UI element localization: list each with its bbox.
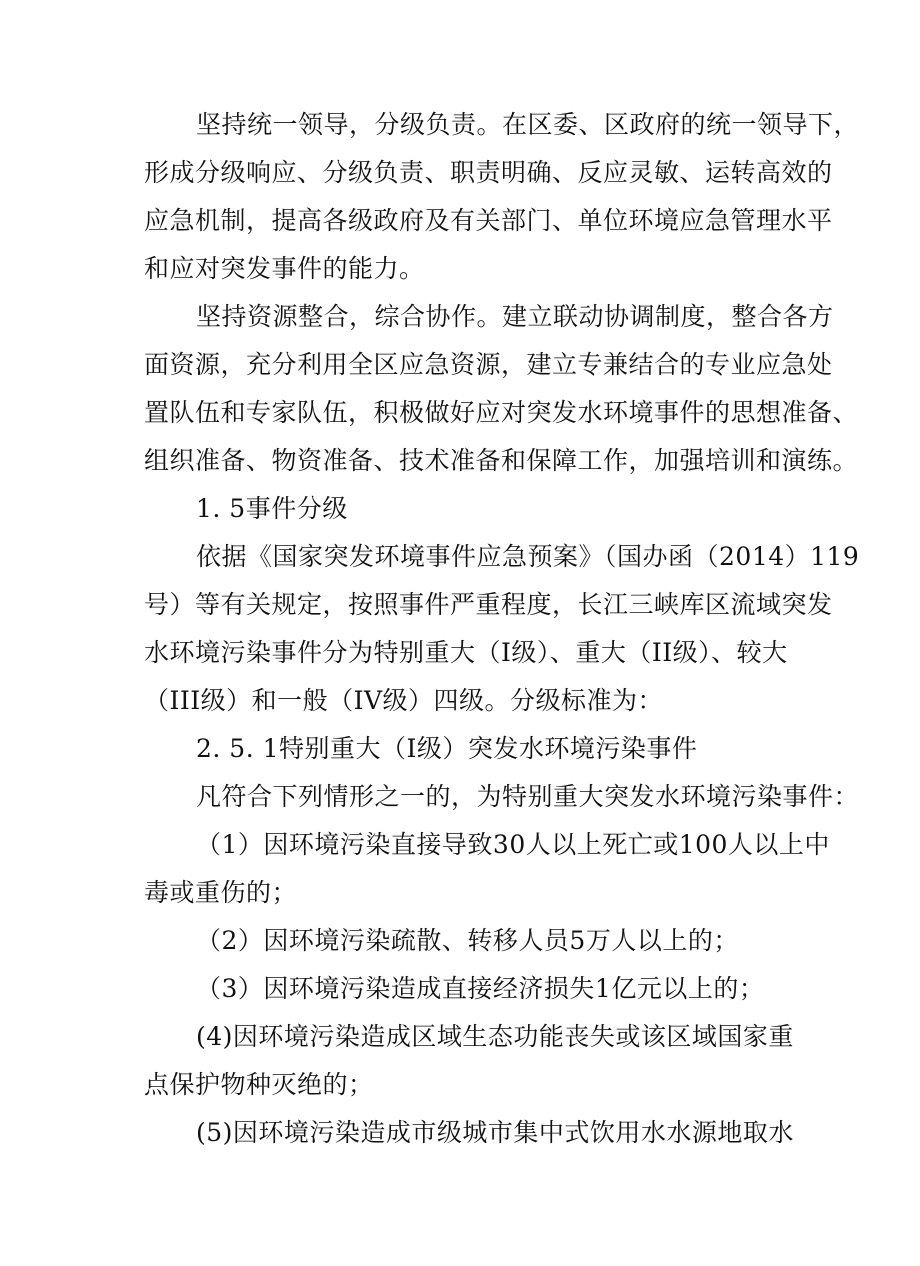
paragraph-2-line-2: 面资源，充分利用全区应急资源，建立专兼结合的专业应急处 (144, 350, 833, 379)
paragraph-1-line-4: 和应对突发事件的能力。 (144, 254, 425, 283)
paragraph-1-line-3: 应急机制，提高各级政府及有关部门、单位环境应急管理水平 (144, 206, 833, 235)
criteria-item-4-line-2: 点保护物种灭绝的； (144, 1070, 374, 1099)
criteria-intro: 凡符合下列情形之一的，为特别重大突发水环境污染事件： (196, 782, 860, 811)
paragraph-1-line-1: 坚持统一领导，分级负责。在区委、区政府的统一领导下， (196, 110, 860, 139)
paragraph-1-line-2: 形成分级响应、分级负责、职责明确、反应灵敏、运转高效的 (144, 158, 833, 187)
criteria-item-1-line-1: （1）因环境污染直接导致30人以上死亡或100人以上中 (196, 830, 830, 859)
paragraph-3-line-1: 依据《国家突发环境事件应急预案》（国办函（2014）119 (196, 542, 860, 571)
paragraph-3-line-4: （III级）和一般（IV级）四级。分级标准为： (144, 686, 664, 715)
subsection-heading: 2. 5. 1特别重大（I级）突发水环境污染事件 (196, 734, 698, 763)
paragraph-2-line-4: 组织准备、物资准备、技术准备和保障工作，加强培训和演练。 (144, 446, 859, 475)
section-heading: 1. 5事件分级 (196, 494, 348, 523)
paragraph-2-line-1: 坚持资源整合，综合协作。建立联动协调制度，整合各方 (196, 302, 834, 331)
paragraph-3-line-2: 号）等有关规定，按照事件严重程度，长江三峡库区流域突发 (144, 590, 833, 619)
paragraph-2-line-3: 置队伍和专家队伍，积极做好应对突发水环境事件的思想准备、 (144, 398, 859, 427)
criteria-item-2: （2）因环境污染疏散、转移人员5万人以上的； (196, 926, 739, 955)
criteria-item-3: （3）因环境污染造成直接经济损失1亿元以上的； (196, 974, 765, 1003)
criteria-item-5-line-1: (5)因环境污染造成市级城市集中式饮用水水源地取水 (196, 1118, 794, 1147)
criteria-item-1-line-2: 毒或重伤的； (144, 878, 298, 907)
paragraph-3-line-3: 水环境污染事件分为特别重大（I级）、重大（II级）、较大 (144, 638, 788, 667)
criteria-item-4-line-1: (4)因环境污染造成区域生态功能丧失或该区域国家重 (196, 1022, 794, 1051)
